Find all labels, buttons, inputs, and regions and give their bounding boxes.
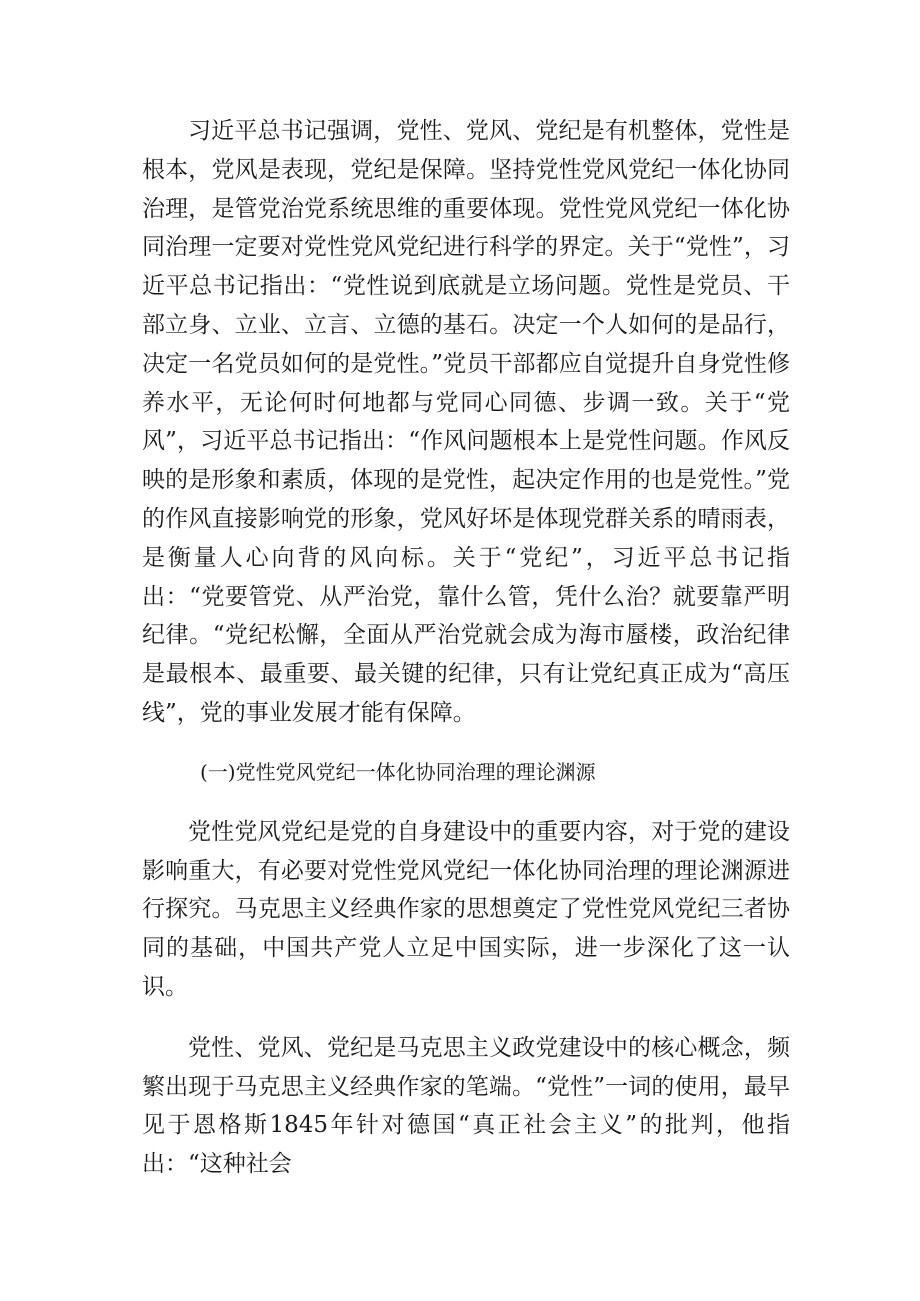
section-heading: (一)党性党风党纪一体化协同治理的理论渊源	[200, 759, 596, 784]
paragraph-core-concepts: 党性、党风、党纪是马克思主义政党建设中的核心概念，频繁出现于马克思主义经典作家的笔端。“党性”一词的使用，最早见于恩格斯1845年针对德国“真正社会主义”的批判，他指出：“这种社会	[142, 1034, 790, 1178]
paragraph-intro: 习近平总书记强调，党性、党风、党纪是有机整体，党性是根本，党风是表现，党纪是保障。坚持党性党风党纪一体化协同治理，是管党治党系统思维的重要体现。党性党风党纪一体化协同治理一定要对党性党风党纪进行科学的界定。关于“党性”，习近平总书记指出：“党性说到底就是立场问题。党性是党员、干部立身、立业、立言、立德的基石。决定一个人如何的是品行，决定一名党员如何的是党性。”党员干部都应自觉提升自身党性修养水平，无论何时何地都与党同心同德、步调一致。关于“党风”，习近平总书记指出：“作风问题根本上是党性问题。作风反映的是形象和素质，体现的是党性，起决定作用的也是党性。”党的作风直接影响党的形象，党风好坏是体现党群关系的晴雨表，是衡量人心向背的风向标。关于“党纪”，习近平总书记指出：“党要管党、从严治党，靠什么管，凭什么治？就要靠严明纪律。“党纪松懈，全面从严治党就会成为海市蜃楼，政治纪律是最根本、最重要、最关键的纪律，只有让党纪真正成为“高压线”，党的事业发展才能有保障。	[142, 118, 790, 726]
document-page	[142, 112, 790, 1184]
paragraph-theory-origin: 党性党风党纪是党的自身建设中的重要内容，对于党的建设影响重大，有必要对党性党风党纪一体化协同治理的理论渊源进行探究。马克思主义经典作家的思想奠定了党性党风党纪三者协同的基础，中国共产党人立足中国实际，进一步深化了这一认识。	[142, 818, 790, 1000]
